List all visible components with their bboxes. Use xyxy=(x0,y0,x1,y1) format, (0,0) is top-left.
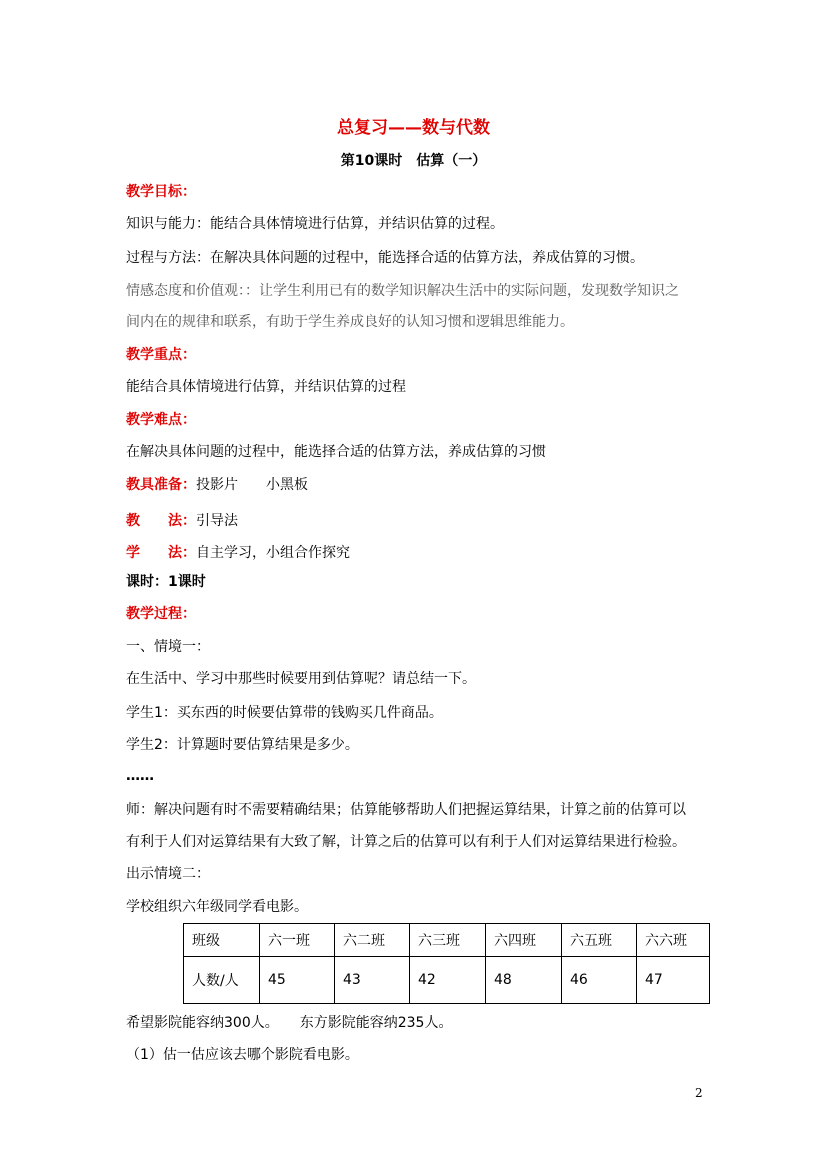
difficulty-text: 在解决具体问题的过程中，能选择合适的估算方法，养成估算的习惯 xyxy=(126,444,546,460)
question-1: （1）估一估应该去哪个影院看电影。 xyxy=(126,1047,359,1063)
table-cell: 47 xyxy=(637,957,710,1004)
table-cell: 45 xyxy=(260,957,335,1004)
key-point-heading: 教学重点： xyxy=(126,347,196,363)
scene1-question: 在生活中、学习中那些时候要用到估算呢？请总结一下。 xyxy=(126,671,476,687)
objectives-heading: 教学目标： xyxy=(126,184,196,200)
process-heading: 教学过程： xyxy=(126,606,196,622)
teach-method-text: 引导法 xyxy=(196,513,238,529)
objective-emotion-line1: 情感态度和价值观：：让学生利用已有的数学知识解决生活中的实际问题，发现数学知识之 xyxy=(126,283,679,299)
learn-method-heading: 学 法： xyxy=(126,545,196,561)
table-cell: 六二班 xyxy=(335,924,410,957)
table-row xyxy=(184,957,710,1004)
scene2-text: 学校组织六年级同学看电影。 xyxy=(126,899,308,915)
lesson-time: 课时：1课时 xyxy=(126,574,206,590)
table-cell: 六三班 xyxy=(410,924,486,957)
table-cell: 42 xyxy=(410,957,486,1004)
table-cell: 46 xyxy=(562,957,637,1004)
student2-answer: 学生2：计算题时要估算结果是多少。 xyxy=(126,737,359,753)
table-cell: 六一班 xyxy=(260,924,335,957)
learn-method-line xyxy=(126,543,350,563)
tools-line xyxy=(126,475,308,495)
scene1-heading: 一、情境一： xyxy=(126,639,210,655)
class-size-table xyxy=(183,923,710,1004)
student1-answer: 学生1：买东西的时候要估算带的钱购买几件商品。 xyxy=(126,705,443,721)
table-cell: 人数/人 xyxy=(184,957,260,1004)
table-cell: 六六班 xyxy=(637,924,710,957)
teacher-line2: 有利于人们对运算结果有大致了解，计算之后的估算可以有利于人们对运算结果进行检验。 xyxy=(126,834,686,850)
key-point-text: 能结合具体情境进行估算，并结识估算的过程 xyxy=(126,379,406,395)
scene2-heading: 出示情境二： xyxy=(126,866,210,882)
cinema-capacity: 希望影院能容纳300人。 东方影院能容纳235人。 xyxy=(126,1015,453,1031)
table-row xyxy=(184,924,710,957)
table-cell: 48 xyxy=(486,957,562,1004)
teach-method-heading: 教 法： xyxy=(126,513,196,529)
lesson-subtitle: 第10课时 估算（一） xyxy=(340,153,487,169)
ellipsis: …… xyxy=(126,768,154,784)
learn-method-text: 自主学习，小组合作探究 xyxy=(196,545,350,561)
objective-knowledge: 知识与能力：能结合具体情境进行估算，并结识估算的过程。 xyxy=(126,216,504,232)
objective-emotion-line2: 间内在的规律和联系，有助于学生养成良好的认知习惯和逻辑思维能力。 xyxy=(126,314,574,330)
table-cell: 六四班 xyxy=(486,924,562,957)
page-number: 2 xyxy=(695,1086,703,1100)
table-cell: 43 xyxy=(335,957,410,1004)
table-cell: 六五班 xyxy=(562,924,637,957)
tools-heading: 教具准备： xyxy=(126,477,196,493)
teacher-line1: 师：解决问题有时不需要精确结果；估算能够帮助人们把握运算结果，计算之前的估算可以 xyxy=(126,802,686,818)
tools-text: 投影片 小黑板 xyxy=(196,477,308,493)
objective-process: 过程与方法：在解决具体问题的过程中，能选择合适的估算方法，养成估算的习惯。 xyxy=(126,250,644,266)
teach-method-line xyxy=(126,511,238,531)
document-title: 总复习——数与代数 xyxy=(337,118,490,138)
table-cell: 班级 xyxy=(184,924,260,957)
difficulty-heading: 教学难点： xyxy=(126,412,196,428)
